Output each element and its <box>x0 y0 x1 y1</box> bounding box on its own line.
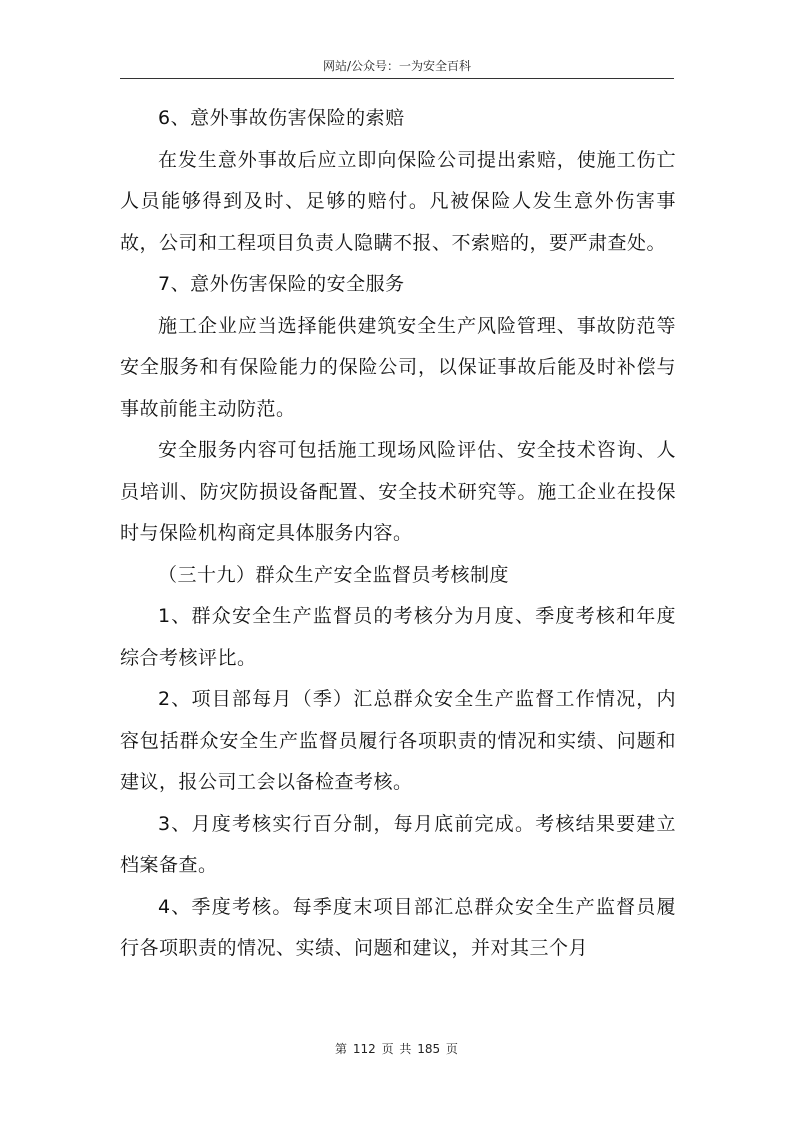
section-heading-6: 6、意外事故伤害保险的索赔 <box>158 107 405 129</box>
paragraph: 3、月度考核实行百分制，每月底前完成。考核结果要建立档案备查。 <box>120 812 676 876</box>
paragraph: 2、项目部每月（季）汇总群众安全生产监督工作情况，内容包括群众安全生产监督员履行各项职责的情况和实绩、问题和建议，报公司工会以备检查考核。 <box>120 688 676 793</box>
paragraph: 安全服务内容可包括施工现场风险评估、安全技术咨询、人员培训、防灾防损设备配置、安全技术研究等。施工企业在投保时与保险机构商定具体服务内容。 <box>120 439 676 544</box>
paragraph: 施工企业应当选择能供建筑安全生产风险管理、事故防范等安全服务和有保险能力的保险公司，以保证事故后能及时补偿与事故前能主动防范。 <box>120 314 676 420</box>
section-heading-7: 7、意外伤害保险的安全服务 <box>158 273 405 295</box>
page-header: 网站/公众号：一为安全百科 <box>322 59 472 73</box>
paragraph: 1、群众安全生产监督员的考核分为月度、季度考核和年度综合考核评比。 <box>120 605 676 669</box>
header-divider <box>120 78 674 79</box>
chapter-heading-39: （三十九）群众生产安全监督员考核制度 <box>158 563 510 586</box>
page-number-footer: 第 112 页 共 185 页 <box>335 1042 458 1056</box>
paragraph: 4、季度考核。每季度末项目部汇总群众安全生产监督员履行各项职责的情况、实绩、问题和建议，并对其三个月 <box>120 895 676 959</box>
paragraph: 在发生意外事故后应立即向保险公司提出索赔，使施工伤亡人员能够得到及时、足够的赔付。凡被保险人发生意外伤害事故，公司和工程项目负责人隐瞒不报、不索赔的，要严肃查处。 <box>120 148 676 254</box>
document-body <box>120 98 676 970</box>
